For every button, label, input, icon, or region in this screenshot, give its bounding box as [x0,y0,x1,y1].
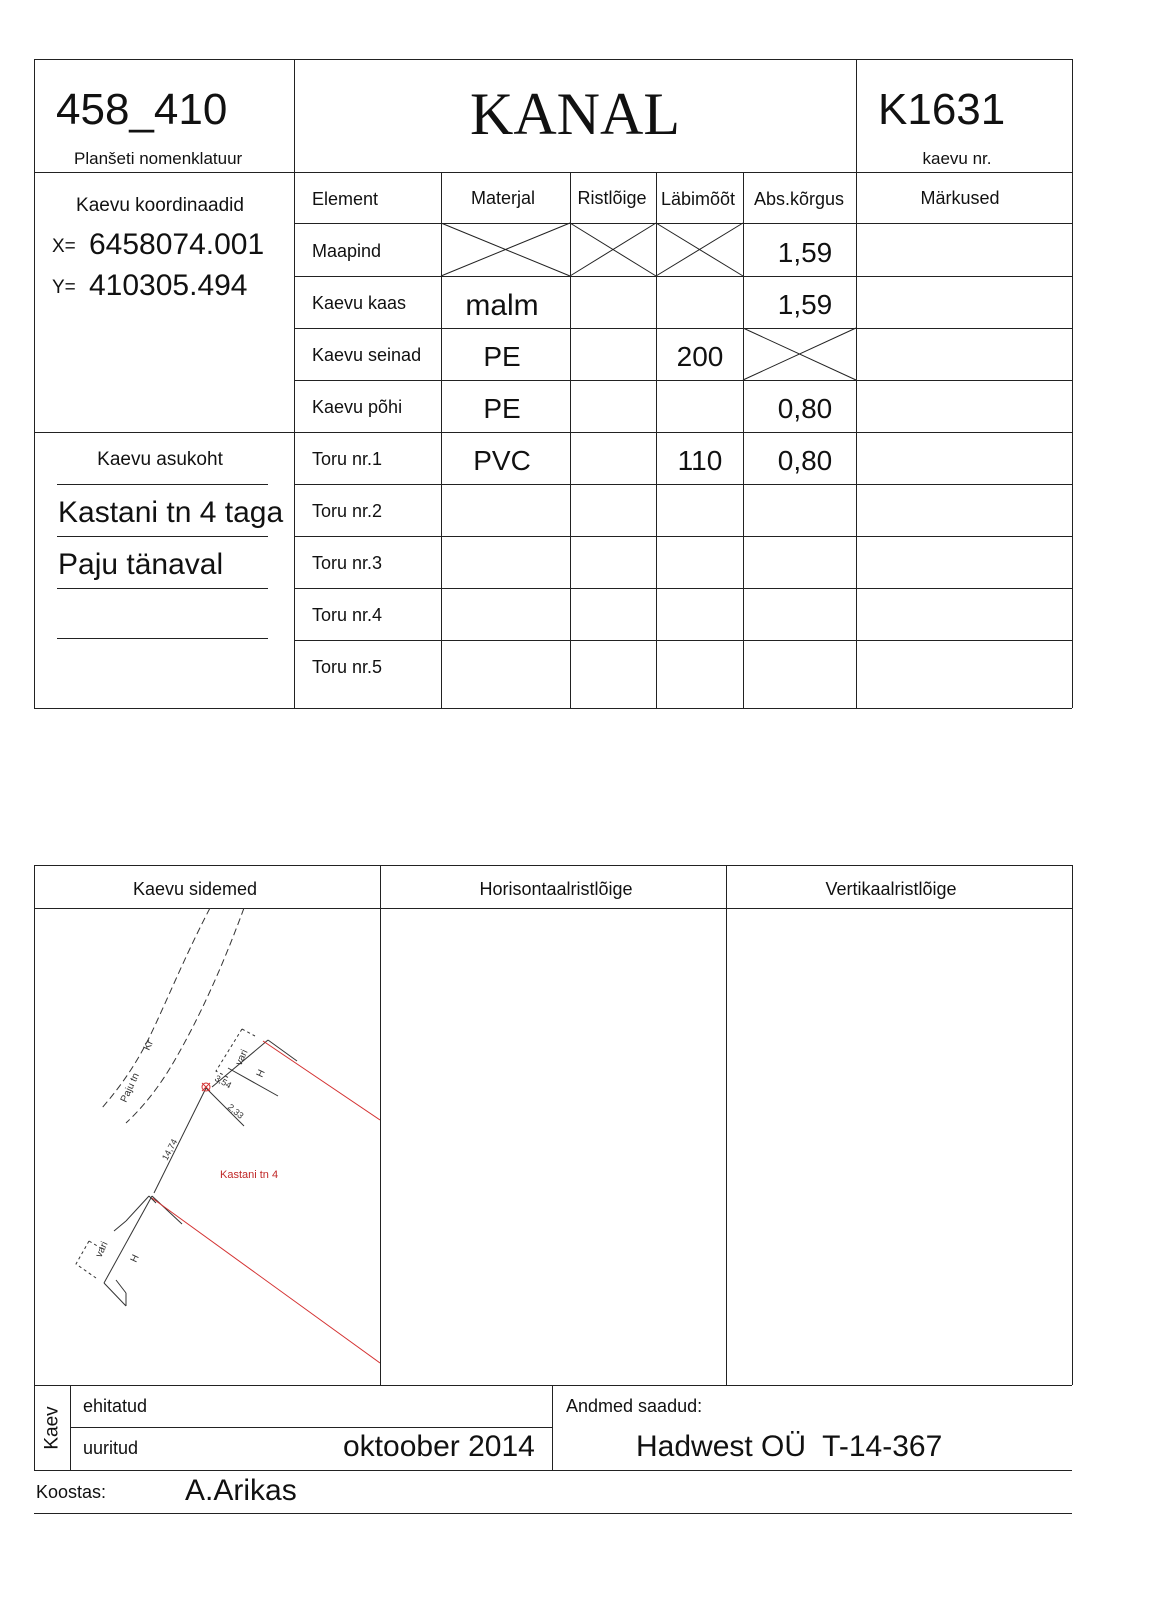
survey-date: oktoober 2014 [343,1430,535,1463]
panel-title-ties: Kaevu sidemed [132,879,258,899]
row-element: Maapind [312,241,382,261]
row-material: malm [465,289,539,322]
well-number: K1631 [878,85,1006,134]
row-element: Toru nr.4 [312,605,383,625]
location-line-1: Kastani tn 4 taga [58,496,284,529]
house-label: H [254,1068,268,1080]
row-element: Kaevu kaas [312,293,407,313]
side-label: Kaev [41,1406,63,1450]
not-applicable-marks [0,0,1165,720]
source-value: Hadwest OÜ T-14-367 [636,1430,943,1463]
distance-label: 2,33 [225,1101,246,1121]
property-label: Kastani tn 4 [220,1169,279,1181]
location-line-2: Paju tänaval [58,548,224,581]
property-line [152,1198,380,1363]
col-header-diameter: Läbimõõt [660,189,736,209]
source-label: Andmed saadud: [566,1396,703,1416]
house-wall [114,1221,126,1231]
fence-label: vari [93,1240,111,1260]
row-height: 0,80 [777,393,833,424]
street-code-label: Kr [141,1038,156,1053]
row-element: Toru nr.3 [312,553,383,573]
row-element: Kaevu seinad [312,345,422,365]
house-wall [268,1040,297,1061]
built-label: ehitatud [83,1396,148,1416]
sheet-number: 458_410 [56,85,228,134]
street-edge [102,908,210,1108]
street-label: Paju tn [118,1071,142,1105]
panel-title-vertical: Vertikaalristlõige [825,879,957,899]
col-header-material: Materjal [470,188,536,208]
row-element: Kaevu põhi [312,397,403,417]
coordinates-title: Kaevu koordinaadid [76,195,244,216]
panel-title-horizontal: Horisontaalristlõige [479,879,633,899]
fence-bracket [242,1029,255,1036]
col-header-abs-height: Abs.kõrgus [753,189,845,209]
tie-line [152,1196,182,1224]
col-header-element: Element [312,189,379,209]
author-value: A.Arikas [185,1474,297,1507]
fence-label: vari [233,1048,251,1068]
surveyed-label: uuritud [83,1438,139,1458]
house-wall [104,1196,152,1283]
row-height: 0,80 [777,445,833,476]
page-title: KANAL [470,81,680,147]
x-coordinate: 6458074.001 [89,228,265,261]
street-edge [126,908,244,1123]
well-number-label: kaevu nr. [922,149,992,168]
location-title: Kaevu asukoht [97,449,223,470]
row-material: PE [483,341,521,372]
row-element: Toru nr.2 [312,501,383,521]
y-label: Y= [52,277,76,298]
property-line [263,1041,380,1120]
col-header-cross-section: Ristlõige [577,188,647,208]
x-label: X= [52,236,76,257]
row-height: 1,59 [777,289,833,320]
site-sketch [34,908,380,1385]
house-wall [104,1283,126,1306]
row-diameter: 110 [677,445,723,476]
tie-line [154,1088,206,1193]
row-element: Toru nr.5 [312,657,383,677]
distance-label: 14,74 [159,1137,180,1162]
y-coordinate: 410305.494 [89,269,248,302]
sheet-label: Planšeti nomenklatuur [74,149,243,168]
col-header-notes: Märkused [920,188,1000,208]
house-wall [116,1280,126,1293]
row-element: Toru nr.1 [312,449,383,469]
row-material: PVC [473,445,531,476]
row-material: PE [483,393,521,424]
author-label: Koostas: [36,1482,107,1502]
row-diameter: 200 [676,341,724,372]
row-height: 1,59 [777,237,833,268]
fence-bracket [76,1241,96,1278]
distance-label: 3,54 [213,1073,234,1091]
house-label: H [128,1253,142,1265]
house-wall [228,1068,278,1096]
